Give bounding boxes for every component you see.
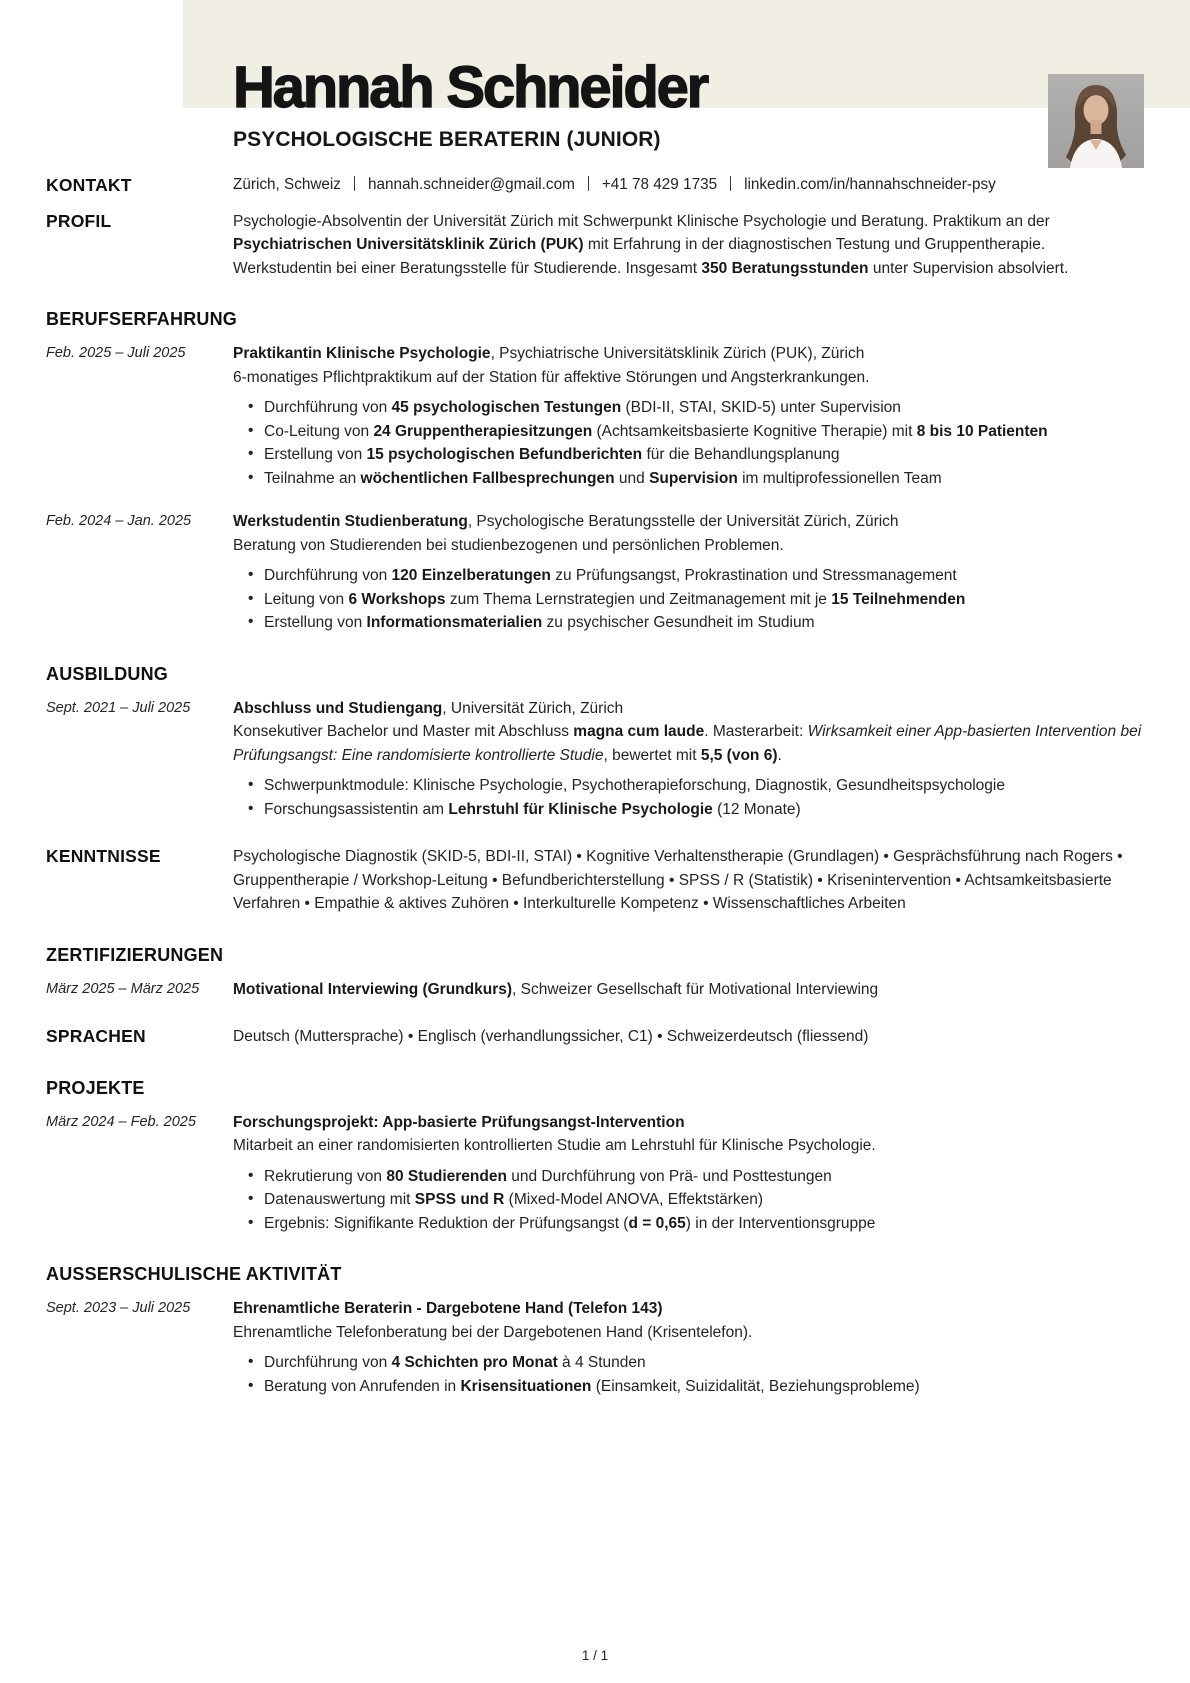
contact-label: KONTAKT [46, 175, 132, 195]
person-name: Hannah Schneider [233, 55, 708, 120]
entry-content [233, 1297, 1146, 1398]
entry-bullets [233, 1351, 1146, 1398]
bullet-item: • Forschungsassistentin am Lehrstuhl für Klinische Psychologie (12 Monate) [233, 798, 1146, 822]
section-heading: AUSSERSCHULISCHE AKTIVITÄT [46, 1264, 342, 1284]
person-title: PSYCHOLOGISCHE BERATERIN (JUNIOR) [233, 128, 661, 151]
profile-photo [1048, 74, 1144, 168]
contact-row [0, 174, 1190, 198]
section-ausbildung [0, 663, 1190, 822]
entry-dates: Sept. 2023 – Juli 2025 [46, 1300, 191, 1316]
entry-description: Konsekutiver Bachelor und Master mit Abschluss magna cum laude. Masterarbeit: Wirksamkeit einer App-basierten Intervention bei Prüfungsangst: Eine randomisierte kontrollierte Studie, bewertet mit 5,5 (von 6). [233, 723, 1142, 764]
contact-item: linkedin.com/in/hannahschneider-psy [744, 176, 996, 193]
contact-items [233, 174, 1146, 198]
bullet-item: • Beratung von Anrufenden in Krisensituationen (Einsamkeit, Suizidalität, Beziehungsprobleme) [233, 1375, 1146, 1399]
entry-content [233, 1111, 1146, 1236]
entry-title: Praktikantin Klinische Psychologie, Psychiatrische Universitätsklinik Zürich (PUK), Zürich [233, 345, 865, 362]
bullet-item: • Datenauswertung mit SPSS und R (Mixed-Model ANOVA, Effektstärken) [233, 1188, 1146, 1212]
entry-dates: März 2024 – Feb. 2025 [46, 1113, 196, 1130]
bullet-item: • Co-Leitung von 24 Gruppentherapiesitzungen (Achtsamkeitsbasierte Kognitive Therapie) mit 8 bis 10 Patienten [233, 420, 1146, 444]
section-sprachen [0, 1025, 1190, 1049]
contact-item: Zürich, Schweiz [233, 176, 341, 193]
section-heading: ZERTIFIZIERUNGEN [46, 944, 224, 965]
entry-bullets [233, 774, 1146, 821]
section-text: Deutsch (Muttersprache) • Englisch (verhandlungssicher, C1) • Schweizerdeutsch (fliessend) [233, 1028, 869, 1045]
entry-content [233, 342, 1146, 490]
bullet-item: • Ergebnis: Signifikante Reduktion der Prüfungsangst (d = 0,65) in der Interventionsgruppe [233, 1212, 1146, 1236]
entry-description: Mitarbeit an einer randomisierten kontrollierten Studie am Lehrstuhl für Klinische Psychologie. [233, 1137, 876, 1154]
section-label: KENNTNISSE [46, 846, 161, 866]
bullet-item: • Erstellung von 15 psychologischen Befundberichten für die Behandlungsplanung [233, 443, 1146, 467]
bullet-item: • Erstellung von Informationsmaterialien zu psychischer Gesundheit im Studium [233, 611, 1146, 635]
entry [0, 1111, 1190, 1236]
entry-dates: Sept. 2021 – Juli 2025 [46, 699, 191, 716]
entry-content [233, 978, 1146, 1002]
entry-title: Forschungsprojekt: App-basierte Prüfungsangst-Intervention [233, 1113, 685, 1131]
entry-description: 6-monatiges Pflichtpraktikum auf der Station für affektive Störungen und Angsterkrankungen. [233, 368, 870, 386]
section-heading: BERUFSERFAHRUNG [46, 309, 238, 329]
section-heading: PROJEKTE [46, 1077, 145, 1098]
contact-item: +41 78 429 1735 [601, 176, 718, 193]
person-neck [1091, 120, 1102, 134]
entry-bullets [233, 1165, 1146, 1236]
entry-content [233, 510, 1146, 635]
entry-title: Ehrenamtliche Beraterin - Dargebotene Hand (Telefon 143) [233, 1300, 663, 1317]
entry-title: Abschluss und Studiengang, Universität Zürich, Zürich [233, 699, 624, 717]
section-label: SPRACHEN [46, 1026, 146, 1046]
entry [0, 510, 1190, 635]
section-ausserschulische-aktivität [0, 1263, 1190, 1398]
contact-item: hannah.schneider@gmail.com [367, 176, 575, 193]
bullet-item: • Durchführung von 4 Schichten pro Monat à 4 Stunden [233, 1351, 1146, 1375]
entry-description: Beratung von Studierenden bei studienbezogenen und persönlichen Problemen. [233, 536, 784, 554]
entry-content [233, 697, 1146, 822]
entry-title: Werkstudentin Studienberatung, Psychologische Beratungsstelle der Universität Zürich, Zürich [233, 513, 899, 530]
entry-dates: März 2025 – März 2025 [46, 980, 200, 997]
section-berufserfahrung [0, 308, 1190, 635]
entry [0, 697, 1190, 822]
bullet-item: • Teilnahme an wöchentlichen Fallbesprechungen und Supervision im multiprofessionellen Team [233, 467, 1146, 491]
bullet-item: • Schwerpunktmodule: Klinische Psychologie, Psychotherapieforschung, Diagnostik, Gesundheitspsychologie [233, 774, 1146, 798]
entry-dates: Feb. 2025 – Juli 2025 [46, 345, 186, 361]
resume-sections [0, 210, 1190, 1399]
entry-description: Ehrenamtliche Telefonberatung bei der Dargebotenen Hand (Krisentelefon). [233, 1323, 753, 1341]
section-heading: AUSBILDUNG [46, 663, 168, 684]
bullet-item: • Leitung von 6 Workshops zum Thema Lernstrategien und Zeitmanagement mit je 15 Teilnehmenden [233, 588, 1146, 612]
contact-divider [354, 176, 355, 191]
contact-divider [588, 176, 589, 191]
page-number: 1 / 1 [581, 1648, 609, 1663]
entry-bullets [233, 396, 1146, 490]
section-profil [0, 210, 1190, 281]
bullet-item: • Rekrutierung von 80 Studierenden und Durchführung von Prä- und Posttestungen [233, 1165, 1146, 1189]
bullet-item: • Durchführung von 120 Einzelberatungen zu Prüfungsangst, Prokrastination und Stressmanagement [233, 564, 1146, 588]
section-text: Psychologische Diagnostik (SKID-5, BDI-II, STAI) • Kognitive Verhaltenstherapie (Grundlagen) • Gesprächsführung nach Rogers • Gruppentherapie / Workshop-Leitung • Befundberichterstellung • SPSS / R (Statistik) • Krisenintervention • Achtsamkeitsbasierte Verfahren • Empathie & aktives Zuhören • Interkulturelle Kompetenz • Wissenschaftliches Arbeiten [233, 848, 1123, 912]
section-label: PROFIL [46, 210, 112, 231]
entry [0, 342, 1190, 490]
entry [0, 1297, 1190, 1398]
resume-header [0, 0, 1190, 152]
entry-title: Motivational Interviewing (Grundkurs), Schweizer Gesellschaft für Motivational Interviewing [233, 980, 879, 998]
section-text: Psychologie-Absolventin der Universität Zürich mit Schwerpunkt Klinische Psychologie und Beratung. Praktikum an der Psychiatrischen Universitätsklinik Zürich (PUK) mit Erfahrung in der diagnostischen Testung und Gruppentherapie. Werkstudentin bei einer Beratungsstelle für Studierende. Insgesamt 350 Beratungsstunden unter Supervision absolviert. [233, 212, 1069, 277]
entry [0, 978, 1190, 1002]
bullet-item: • Durchführung von 45 psychologischen Testungen (BDI-II, STAI, SKID-5) unter Supervision [233, 396, 1146, 420]
entry-bullets [233, 564, 1146, 635]
entry-dates: Feb. 2024 – Jan. 2025 [46, 513, 192, 529]
section-kenntnisse [0, 845, 1190, 916]
section-zertifizierungen [0, 944, 1190, 1002]
contact-divider [730, 176, 731, 191]
section-projekte [0, 1077, 1190, 1236]
